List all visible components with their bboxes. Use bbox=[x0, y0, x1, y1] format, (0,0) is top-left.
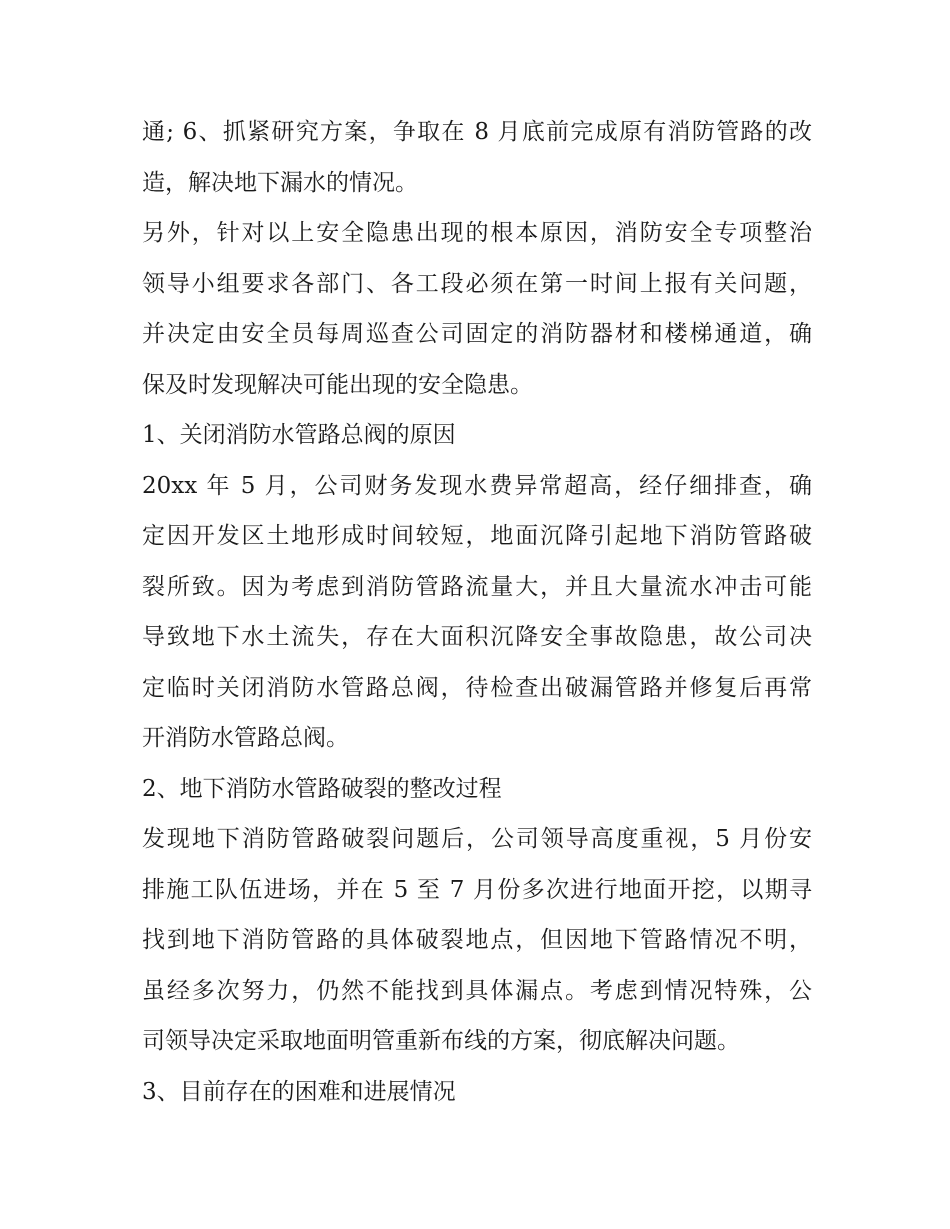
section-heading: 1、关闭消防水管路总阀的原因 bbox=[142, 422, 456, 448]
paragraph-line: 找到地下消防管路的具体破裂地点，但因地下管路情况不明， bbox=[142, 927, 812, 953]
paragraph-line: 裂所致。因为考虑到消防管路流量大，并且大量流水冲击可能 bbox=[142, 573, 812, 600]
paragraph-line: 排施工队伍进场，并在 5 至 7 月份多次进行地面开挖，以期寻 bbox=[142, 876, 812, 903]
section-heading: 2、地下消防水管路破裂的整改过程 bbox=[142, 775, 502, 802]
paragraph-line: 通; 6、抓紧研究方案，争取在 8 月底前完成原有消防管路的改 bbox=[142, 119, 812, 145]
paragraph-line: 另外，针对以上安全隐患出现的根本原因，消防安全专项整治 bbox=[142, 220, 812, 246]
paragraph-line: 20xx 年 5 月，公司财务发现水费异常超高，经仔细排查，确 bbox=[142, 472, 812, 499]
paragraph-line: 开消防水管路总阀。 bbox=[142, 725, 349, 751]
paragraph-line: 虽经多次努力，仍然不能找到具体漏点。考虑到情况特殊，公 bbox=[142, 977, 812, 1004]
document-body bbox=[142, 107, 812, 1117]
paragraph-line: 造，解决地下漏水的情况。 bbox=[142, 169, 418, 196]
paragraph-line: 保及时发现解决可能出现的安全隐患。 bbox=[142, 371, 533, 398]
paragraph-line: 发现地下消防管路破裂问题后，公司领导高度重视，5 月份安 bbox=[142, 826, 812, 852]
paragraph-line: 导致地下水土流失，存在大面积沉降安全事故隐患，故公司决 bbox=[142, 624, 812, 650]
paragraph-line: 定因开发区土地形成时间较短，地面沉降引起地下消防管路破 bbox=[142, 523, 812, 549]
paragraph-line: 领导小组要求各部门、各工段必须在第一时间上报有关问题， bbox=[142, 270, 812, 297]
paragraph-line: 司领导决定采取地面明管重新布线的方案，彻底解决问题。 bbox=[142, 1028, 740, 1054]
paragraph-line: 定临时关闭消防水管路总阀，待检查出破漏管路并修复后再常 bbox=[142, 674, 812, 701]
section-heading: 3、目前存在的困难和进展情况 bbox=[142, 1078, 456, 1105]
paragraph-line: 并决定由安全员每周巡查公司固定的消防器材和楼梯通道，确 bbox=[142, 321, 812, 347]
